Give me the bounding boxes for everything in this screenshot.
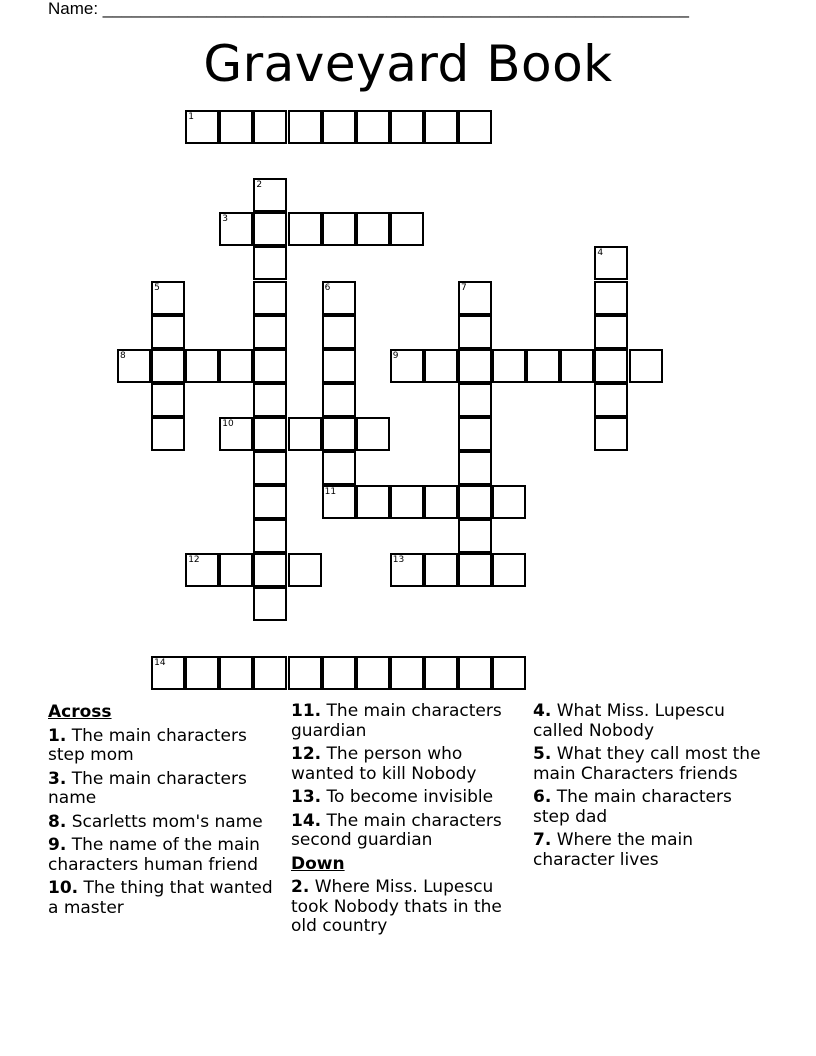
grid-cell[interactable] (390, 553, 424, 587)
grid-cell[interactable] (356, 417, 390, 451)
grid-cell[interactable] (151, 281, 185, 315)
clue-across-10: 10. The thing that wanted a master (48, 878, 273, 918)
clue-number: 3 (222, 214, 229, 225)
grid-cell[interactable] (288, 656, 322, 690)
grid-cell[interactable] (594, 281, 628, 315)
grid-cell[interactable] (322, 110, 356, 144)
clues-column-3 (533, 702, 765, 874)
grid-cell[interactable] (526, 349, 560, 383)
grid-cell[interactable] (458, 553, 492, 587)
grid-cell[interactable] (253, 553, 287, 587)
grid-cell[interactable] (458, 315, 492, 349)
grid-cell[interactable] (492, 349, 526, 383)
clue-number: 11 (324, 487, 337, 498)
grid-cell[interactable] (253, 110, 287, 144)
grid-cell[interactable] (390, 212, 424, 246)
grid-cell[interactable] (253, 178, 287, 212)
grid-cell[interactable] (390, 110, 424, 144)
grid-cell[interactable] (458, 656, 492, 690)
clue-number: 10 (222, 418, 234, 429)
grid-cell[interactable] (458, 451, 492, 485)
clue-number: 1 (188, 112, 194, 122)
clue-number: 5 (154, 282, 160, 293)
clue-across-8: 8. Scarletts mom's name (48, 811, 263, 832)
grid-cell[interactable] (219, 417, 253, 451)
grid-cell[interactable] (288, 212, 322, 246)
grid-cell[interactable] (253, 349, 287, 383)
grid-cell[interactable] (458, 349, 492, 383)
grid-cell[interactable] (594, 246, 628, 280)
grid-cell[interactable] (253, 451, 287, 485)
grid-cell[interactable] (322, 656, 356, 690)
grid-cell[interactable] (253, 281, 287, 315)
grid-cell[interactable] (253, 485, 287, 519)
grid-cell[interactable] (117, 349, 151, 383)
grid-cell[interactable] (424, 485, 458, 519)
clue-number: 14 (154, 657, 166, 668)
clue-across-9: 9. The name of the main characters human friend (48, 835, 260, 875)
grid-cell[interactable] (322, 281, 356, 315)
across-heading: Across (48, 702, 112, 722)
grid-cell[interactable] (424, 349, 458, 383)
clue-across-1: 1. The main characters step mom (48, 725, 247, 765)
grid-cell[interactable] (322, 315, 356, 349)
grid-cell[interactable] (390, 485, 424, 519)
grid-cell[interactable] (458, 519, 492, 553)
clues-column-1 (48, 702, 280, 922)
grid-cell[interactable] (594, 349, 628, 383)
grid-cell[interactable] (288, 553, 322, 587)
grid-cell[interactable] (458, 383, 492, 417)
grid-cell[interactable] (458, 110, 492, 144)
grid-cell[interactable] (492, 656, 526, 690)
clue-number: 8 (120, 350, 126, 361)
grid-cell[interactable] (629, 349, 663, 383)
grid-cell[interactable] (356, 212, 390, 246)
clues-column-2 (291, 702, 523, 941)
grid-cell[interactable] (594, 315, 628, 349)
grid-cell[interactable] (288, 110, 322, 144)
grid-cell[interactable] (253, 383, 287, 417)
grid-cell[interactable] (322, 383, 356, 417)
grid-cell[interactable] (185, 110, 219, 144)
grid-cell[interactable] (219, 212, 253, 246)
grid-cell[interactable] (458, 485, 492, 519)
grid-cell[interactable] (253, 417, 287, 451)
grid-cell[interactable] (356, 656, 390, 690)
grid-cell[interactable] (560, 349, 594, 383)
grid-cell[interactable] (253, 519, 287, 553)
clue-number: 6 (324, 282, 331, 293)
grid-cell[interactable] (253, 656, 287, 690)
clue-number: 12 (188, 555, 200, 566)
grid-cell[interactable] (219, 349, 253, 383)
clue-number: 4 (597, 248, 604, 259)
grid-cell[interactable] (322, 451, 356, 485)
grid-cell[interactable] (151, 383, 185, 417)
grid-cell[interactable] (594, 417, 628, 451)
clue-down-4: 4. What Miss. Lupescu called Nobody (533, 701, 725, 741)
down-heading: Down (291, 853, 345, 874)
grid-cell[interactable] (253, 212, 287, 246)
grid-cell[interactable] (390, 349, 424, 383)
grid-cell[interactable] (594, 383, 628, 417)
grid-cell[interactable] (356, 110, 390, 144)
clue-number: 13 (392, 555, 405, 566)
clue-down-7: 7. Where the main character lives (533, 830, 694, 870)
grid-cell[interactable] (288, 417, 322, 451)
grid-cell[interactable] (356, 485, 390, 519)
grid-cell[interactable] (424, 110, 458, 144)
grid-cell[interactable] (322, 485, 356, 519)
clue-down-6: 6. The main characters step dad (533, 787, 732, 827)
clue-number: 2 (256, 180, 263, 191)
grid-cell[interactable] (492, 553, 526, 587)
grid-cell[interactable] (219, 553, 253, 587)
clue-down-5: 5. What they call most the main Characters friends (533, 744, 761, 784)
grid-cell[interactable] (458, 281, 492, 315)
grid-cell[interactable] (151, 417, 185, 451)
grid-cell[interactable] (390, 656, 424, 690)
grid-cell[interactable] (219, 110, 253, 144)
grid-cell[interactable] (151, 656, 185, 690)
grid-cell[interactable] (458, 417, 492, 451)
clue-across-14: 14. The main characters second guardian (291, 810, 502, 850)
grid-cell[interactable] (185, 553, 219, 587)
grid-cell[interactable] (253, 315, 287, 349)
grid-cell[interactable] (322, 417, 356, 451)
grid-cell[interactable] (322, 212, 356, 246)
grid-cell[interactable] (253, 246, 287, 280)
grid-cell[interactable] (219, 656, 253, 690)
grid-cell[interactable] (492, 485, 526, 519)
clue-across-12: 12. The person who wanted to kill Nobody (291, 744, 477, 784)
clue-down-2: 2. Where Miss. Lupescu took Nobody thats in the old country (291, 877, 502, 936)
clue-across-11: 11. The main characters guardian (291, 701, 502, 741)
clue-across-13: 13. To become invisible (291, 787, 494, 807)
grid-cell[interactable] (424, 553, 458, 587)
clue-number: 9 (392, 350, 399, 361)
grid-cell[interactable] (253, 587, 287, 621)
grid-cell[interactable] (185, 656, 219, 690)
name-line[interactable]: Name: ______________________________________________________________ (48, 0, 689, 18)
clue-number: 7 (461, 282, 467, 293)
grid-cell[interactable] (185, 349, 219, 383)
grid-cell[interactable] (151, 315, 185, 349)
grid-cell[interactable] (151, 349, 185, 383)
clue-across-3: 3. The main characters name (48, 768, 247, 808)
grid-cell[interactable] (322, 349, 356, 383)
grid-cell[interactable] (424, 656, 458, 690)
page-title: Graveyard Book (203, 35, 613, 93)
